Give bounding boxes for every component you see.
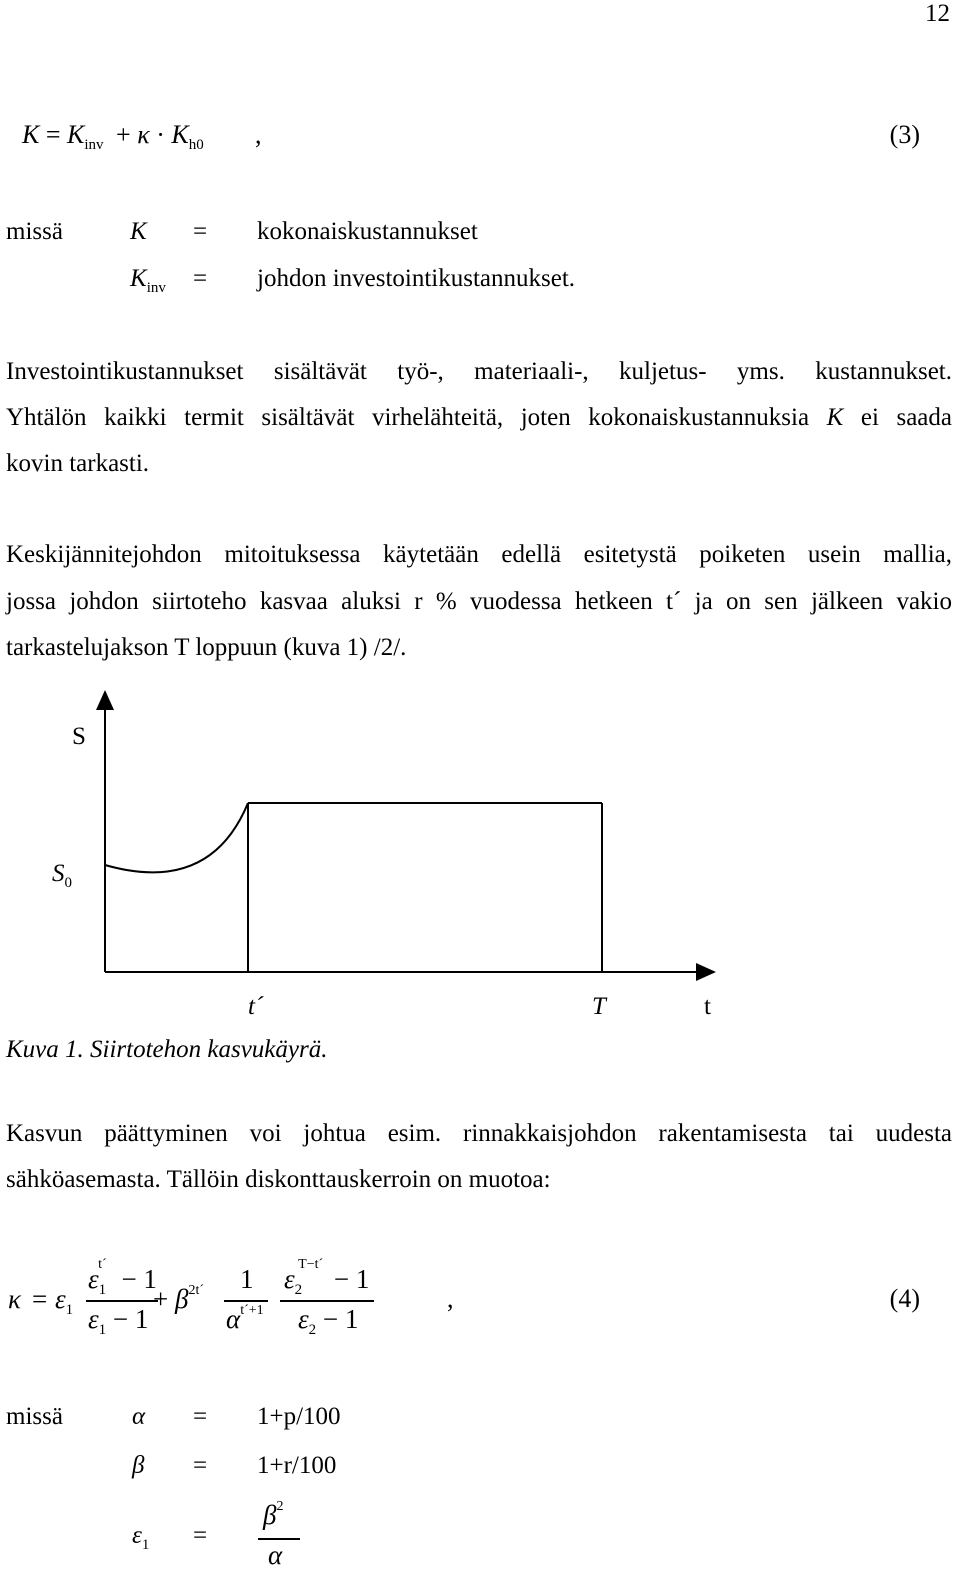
para1-line2: Yhtälön kaikki termit sisältävät virhelähteitä, joten kokonaiskustannuksia K ei saada	[6, 404, 953, 431]
defs1-missa: missä	[6, 218, 63, 245]
para2-line3: tarkastelujakson T loppuun (kuva 1) /2/.	[6, 634, 407, 661]
eq4-frac2-bar	[224, 1300, 268, 1302]
growth-curve	[105, 803, 248, 872]
defs2-val-2: 1+r/100	[257, 1452, 337, 1479]
para1-line3: kovin tarkasti.	[6, 450, 150, 477]
eq3-K: K	[22, 120, 40, 149]
eq4-frac1-bar	[86, 1300, 158, 1302]
eq3-number: (3)	[889, 120, 920, 149]
eq4-frac2-numerator: 1	[240, 1264, 254, 1294]
eq4-comma: ,	[447, 1284, 454, 1313]
defs2-eq-2: =	[193, 1452, 208, 1479]
eq4-plus: +	[153, 1284, 169, 1314]
figure-t-label: t	[704, 993, 711, 1020]
defs1-desc-2: johdon investointikustannukset.	[257, 265, 576, 292]
eq4-eps1-factor: $\varepsilon_1$	[55, 1284, 74, 1318]
defs2-eq-3: =	[193, 1522, 208, 1549]
defs1-sym-K-inv: $K_{inv}$	[130, 265, 166, 296]
eq3-dot: ·	[156, 120, 165, 149]
para2-line2: jossa johdon siirtoteho kasvaa aluksi r % vuodessa hetkeen t´ ja on sen jälkeen vakio	[6, 588, 952, 615]
defs2-missa: missä	[6, 1403, 63, 1430]
defs1-eq-2: =	[193, 265, 208, 292]
eq4-frac3-numerator: $\varepsilon_2^{T-t´} - 1$	[284, 1257, 370, 1298]
eq3-K-h0: $K_{h0}$	[171, 120, 204, 153]
eq4-frac2-denominator: $\alpha^{t´+1}$	[226, 1303, 264, 1334]
defs2-sym-alpha: α	[132, 1403, 146, 1430]
defs2-sym-eps1: $\varepsilon_1$	[132, 1522, 150, 1553]
eq4-frac3-denominator: $\varepsilon_2 - 1$	[298, 1304, 359, 1338]
page-number: 12	[925, 0, 950, 27]
eq3-comma: ,	[255, 120, 262, 149]
para1-line1: Investointikustannukset sisältävät työ-, materiaali-, kuljetus- yms. kustannukset.	[6, 358, 952, 385]
eq3-plus: +	[116, 120, 131, 149]
defs1-sym-K: K	[130, 218, 147, 245]
defs2-val-1: 1+p/100	[257, 1403, 341, 1430]
defs2-frac-denominator: α	[268, 1540, 283, 1570]
eq4-kappa: κ	[8, 1284, 21, 1314]
eq4-frac1-numerator: $\varepsilon_1^{t´} - 1$	[88, 1257, 157, 1298]
eq4-beta-term: $\beta^{2t´}$	[175, 1283, 205, 1314]
x-axis-arrow	[696, 963, 716, 981]
para3-line1: Kasvun päättyminen voi johtua esim. rinnakkaisjohdon rakentamisesta tai uudesta	[6, 1120, 952, 1147]
eq3-kappa: κ	[137, 120, 150, 149]
defs1-desc-1: kokonaiskustannukset	[257, 218, 478, 245]
figure-y-label: S	[72, 723, 86, 750]
figure-caption: Kuva 1. Siirtotehon kasvukäyrä.	[6, 1036, 328, 1063]
eq3-K-inv: $K_{inv}$	[67, 120, 104, 153]
eq4-frac3-bar	[280, 1300, 374, 1302]
para3-line2: sähköasemasta. Tällöin diskonttauskerroin on muotoa:	[6, 1166, 551, 1193]
figure-s0-label: $S_0$	[52, 860, 72, 891]
defs2-sym-beta: β	[132, 1452, 145, 1479]
eq4-equals: =	[32, 1284, 48, 1314]
y-axis-arrow	[96, 690, 114, 710]
figure-T-label: T	[592, 993, 606, 1020]
para2-line1: Keskijännitejohdon mitoituksessa käytetään edellä esitetystä poiketen usein mallia,	[6, 541, 952, 568]
eq3-equals: =	[45, 120, 61, 149]
defs2-eq-1: =	[193, 1403, 208, 1430]
defs1-eq-1: =	[193, 218, 208, 245]
figure-t-prime-label: t´	[248, 993, 264, 1020]
defs2-frac-numerator: $\beta^2$	[263, 1499, 284, 1530]
eq4-frac1-denominator: $\varepsilon_1 - 1$	[88, 1304, 149, 1338]
eq4-number: (4)	[889, 1284, 920, 1313]
